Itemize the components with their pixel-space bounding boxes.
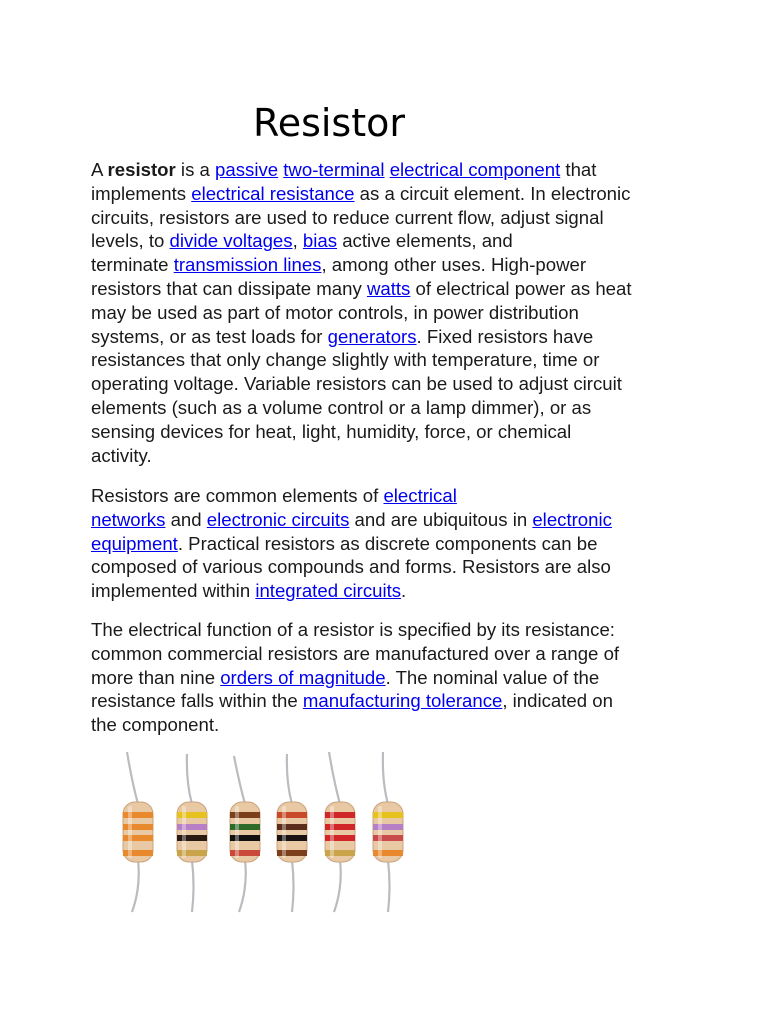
- text-line: may be used as part of motor controls, in power distribution: [91, 301, 579, 323]
- resistor-band: [325, 850, 355, 856]
- resistors-photo: [112, 752, 424, 914]
- resistor-band: [373, 824, 403, 830]
- resistor-lead: [187, 754, 192, 804]
- term-resistor: resistor: [107, 159, 176, 180]
- resistor-band: [230, 850, 260, 856]
- text-line: [91, 689, 691, 713]
- resistor-lead: [239, 860, 246, 912]
- resistor-highlight: [182, 806, 186, 858]
- link-divide-voltages[interactable]: divide voltages: [169, 230, 293, 252]
- page-title: Resistor: [253, 101, 405, 145]
- resistor: [230, 756, 260, 912]
- resistor-lead: [334, 860, 341, 912]
- text: systems, or as test loads for: [91, 325, 328, 347]
- resistor-band: [325, 835, 355, 841]
- text-line: [91, 508, 691, 532]
- resistor-highlight: [235, 806, 239, 858]
- resistor-band: [177, 835, 207, 841]
- resistor-band: [177, 824, 207, 830]
- text-line: [91, 579, 691, 603]
- link-electrical-component[interactable]: electrical component: [389, 159, 561, 180]
- text: that: [560, 159, 597, 180]
- text-line: sensing devices for heat, light, humidity, force, or chemical: [91, 420, 572, 442]
- resistor-lead: [132, 860, 139, 912]
- text-line: resistances that only change slightly with temperature, time or: [91, 349, 600, 371]
- link-two-terminal[interactable]: two-terminal: [283, 159, 385, 180]
- link-passive[interactable]: passive: [215, 159, 279, 180]
- link-electrical-networks[interactable]: electrical: [383, 485, 457, 506]
- text: implements: [91, 182, 192, 204]
- resistor-band: [123, 835, 153, 841]
- text-line: the component.: [91, 714, 220, 736]
- text: ,: [292, 230, 303, 252]
- resistor-band: [277, 850, 307, 856]
- text-line: composed of various compounds and forms. Resistors are also: [91, 556, 611, 578]
- link-orders-of-magnitude[interactable]: orders of magnitude: [220, 666, 386, 688]
- text: resistors that can dissipate many: [91, 277, 367, 299]
- resistor-band: [277, 824, 307, 830]
- text: as a circuit element. In electronic: [354, 182, 631, 204]
- text: . Practical resistors as discrete components can be: [177, 532, 598, 554]
- text: .: [401, 580, 407, 602]
- text: active elements, and: [337, 230, 513, 252]
- link-electronic-circuits[interactable]: electronic circuits: [206, 508, 350, 530]
- text: and: [165, 508, 207, 530]
- paragraph-networks: [91, 484, 691, 603]
- resistor: [325, 752, 355, 912]
- text: more than nine: [91, 666, 221, 688]
- text-line: [91, 253, 691, 277]
- resistor-lead: [287, 754, 292, 804]
- resistor-lead: [234, 756, 245, 804]
- link-generators[interactable]: generators: [327, 325, 417, 347]
- resistor-lead: [329, 752, 340, 804]
- text-line: operating voltage. Variable resistors can be used to adjust circuit: [91, 373, 622, 395]
- text-line: activity.: [91, 444, 152, 466]
- resistor-highlight: [378, 806, 382, 858]
- text: of electrical power as heat: [410, 277, 632, 299]
- text: terminate: [91, 254, 174, 276]
- text-line: [91, 277, 691, 301]
- resistor-band: [373, 812, 403, 818]
- text-line: [91, 532, 691, 556]
- resistor-highlight: [282, 806, 286, 858]
- link-integrated-circuits[interactable]: integrated circuits: [255, 580, 402, 602]
- text-line: [91, 666, 691, 690]
- resistor-highlight: [330, 806, 334, 858]
- text: A: [91, 159, 108, 180]
- resistor: [177, 754, 207, 912]
- resistor-lead: [127, 752, 138, 804]
- resistor-band: [277, 812, 307, 818]
- text: is a: [175, 159, 216, 180]
- paragraph-function: [91, 618, 691, 737]
- resistor-band: [177, 812, 207, 818]
- text-line: [91, 182, 691, 206]
- resistor-band: [277, 835, 307, 841]
- link-manufacturing-tolerance[interactable]: manufacturing tolerance: [302, 690, 503, 712]
- link-electronic-equipment[interactable]: electronic: [532, 508, 612, 530]
- text: Resistors are common elements of: [91, 485, 384, 506]
- resistor: [277, 754, 307, 912]
- text: and are ubiquitous in: [349, 508, 533, 530]
- paragraph-intro: [91, 158, 691, 467]
- text-line: common commercial resistors are manufactured over a range of: [91, 642, 620, 664]
- resistor-lead: [383, 752, 388, 804]
- resistor: [123, 752, 153, 912]
- text: implemented within: [91, 580, 256, 602]
- resistor-band: [373, 835, 403, 841]
- resistor-band: [230, 835, 260, 841]
- text: . The nominal value of the: [385, 666, 600, 688]
- text-line: The electrical function of a resistor is specified by its resistance:: [91, 619, 615, 640]
- resistor: [373, 752, 403, 912]
- text-line: [91, 229, 691, 253]
- text-line: circuits, resistors are used to reduce current flow, adjust signal: [91, 206, 604, 228]
- resistor-band: [177, 850, 207, 856]
- text: , among other uses. High-power: [321, 254, 587, 276]
- resistor-band: [373, 850, 403, 856]
- text-line: [91, 484, 691, 508]
- resistor-lead: [192, 860, 194, 912]
- link-electrical-resistance[interactable]: electrical resistance: [191, 182, 355, 204]
- resistor-band: [230, 824, 260, 830]
- text: , indicated on: [502, 690, 613, 712]
- text-line: elements (such as a volume control or a lamp dimmer), or as: [91, 396, 592, 418]
- link-electronic-equipment-cont[interactable]: equipment: [91, 532, 178, 554]
- resistor-band: [230, 812, 260, 818]
- text-line: [91, 325, 691, 349]
- resistor-band: [123, 824, 153, 830]
- resistor-band: [325, 824, 355, 830]
- resistor-lead: [388, 860, 390, 912]
- resistor-band: [325, 812, 355, 818]
- text: resistance falls within the: [91, 690, 303, 712]
- resistor-lead: [292, 860, 294, 912]
- link-bias[interactable]: bias: [302, 230, 338, 252]
- text-line: [91, 158, 691, 182]
- resistor-band: [123, 850, 153, 856]
- link-watts[interactable]: watts: [366, 277, 411, 299]
- link-electrical-networks-cont[interactable]: networks: [91, 508, 166, 530]
- link-transmission-lines[interactable]: transmission lines: [173, 254, 322, 276]
- resistor-highlight: [128, 806, 132, 858]
- text: . Fixed resistors have: [416, 325, 594, 347]
- resistor-band: [123, 812, 153, 818]
- text: levels, to: [91, 230, 170, 252]
